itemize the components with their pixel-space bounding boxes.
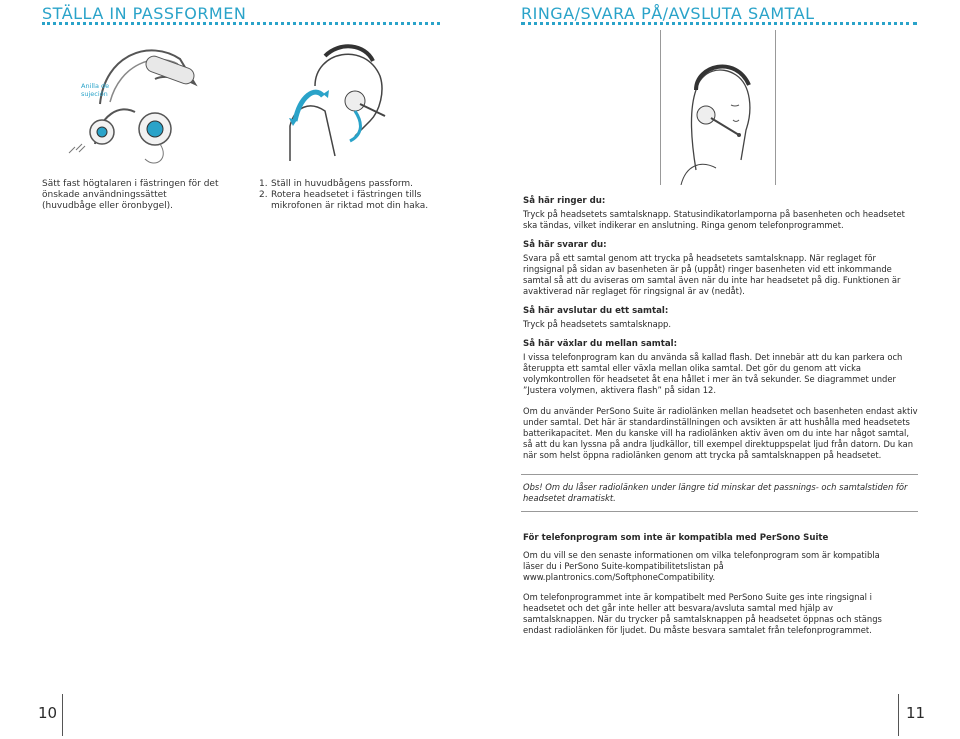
note-separator-bottom xyxy=(521,511,918,512)
note-text: Obs! Om du låser radiolänken under längre tid minskar det passnings- och samtalstiden för headsetet dramatiskt. xyxy=(523,482,908,503)
compatibility-box xyxy=(523,533,893,636)
left-page-number: 10 xyxy=(38,704,58,722)
section-call xyxy=(523,196,918,231)
section-text: Tryck på headsetets samtalsknapp. Statusindikatorlamporna på basenheten och headsetet ska tändas, vilket indikerar en anslutning. Ringa genom telefonprogrammet. xyxy=(523,209,905,230)
section-end xyxy=(523,306,918,330)
section-heading: Så här svarar du: xyxy=(523,240,607,250)
callout-label: Anilla de sujeción xyxy=(81,82,110,98)
step-item xyxy=(259,190,449,212)
left-caption: Sätt fast högtalaren i fästringen för det önskade användningssättet (huvudbåge eller öronbygel). xyxy=(42,179,219,211)
left-footer-line xyxy=(62,694,63,736)
call-instructions xyxy=(523,196,918,461)
person-with-headset-illustration xyxy=(661,30,775,185)
step-number: 2. xyxy=(259,190,268,200)
section-text: Tryck på headsetets samtalsknapp. xyxy=(523,319,672,329)
section-heading: Så här avslutar du ett samtal: xyxy=(523,306,669,316)
box-para-2: Om telefonprogrammet inte är kompatibelt med PerSono Suite ges inte ringsignal i headsetet och det går inte heller att besvara/avsluta samtal med hjälp av samtalsknappen. När du trycker på samtalsknappen på headsetet öppnas och stängs endast radiolänken för ljudet. Du måste besvara samtalet från telefonprogrammet. xyxy=(523,592,882,635)
note-separator-top xyxy=(521,474,918,475)
box-para-1: Om du vill se den senaste informationen om vilka telefonprogram som är kompatibla läser du i PerSono Suite-kompatibilitetslistan på www.plantronics.com/SoftphoneCompatibility. xyxy=(523,550,880,582)
section-text: I vissa telefonprogram kan du använda så kallad flash. Det innebär att du kan parkera och återuppta ett samtal eller växla mellan olika samtal. Det gör du genom att vicka volymkontrollen för headsetet åt ena hållet i mer än två sekunder. Se diagrammet under ”Justera volymen, aktivera flash” på sidan 12. xyxy=(523,352,903,395)
illustration-frame xyxy=(660,30,776,185)
step-text: Rotera headsetet i fästringen tills mikrofonen är riktad mot din haka. xyxy=(271,190,429,211)
section-answer xyxy=(523,240,918,297)
right-title-underline xyxy=(521,22,917,25)
step-text: Ställ in huvudbågens passform. xyxy=(271,179,414,189)
step-item xyxy=(259,179,449,190)
headband-adjust-illustration xyxy=(285,36,400,166)
right-page-number: 11 xyxy=(906,704,926,722)
left-title-underline xyxy=(42,22,440,25)
headset-earloop-illustration xyxy=(60,34,210,174)
section-switch xyxy=(523,339,918,396)
section-heading: Så här växlar du mellan samtal: xyxy=(523,339,678,349)
left-page-title: STÄLLA IN PASSFORMEN xyxy=(42,4,247,23)
left-steps xyxy=(259,179,449,212)
radio-link-paragraph: Om du använder PerSono Suite är radiolänken mellan headsetet och basenheten endast aktiv under samtal. Det här är standardinställningen och avsikten är att hushålla med headsetets batterikapacitet. Men du kanske vill ha radiolänken aktiv även om du inte har något samtal, så att du kan lyssna på andra ljudkällor, till exempel direktuppspelat ljud från datorn. Du kan när som helst öppna radiolänken genom att trycka på samtalsknappen på headsetet. xyxy=(523,406,918,460)
right-page-title: RINGA/SVARA PÅ/AVSLUTA SAMTAL xyxy=(521,4,815,23)
box-heading: För telefonprogram som inte är kompatibla med PerSono Suite xyxy=(523,533,829,543)
section-text: Svara på ett samtal genom att trycka på headsetets samtalsknapp. När reglaget för ringsignal på sidan av basenheten är på (uppåt) ringer basenheten vid ett inkommande samtal så att du aviseras om samtal även när du inte har headsetet på dig. Funktionen är avaktiverad när reglaget för ringsignal är av (nedåt). xyxy=(523,253,901,296)
step-number: 1. xyxy=(259,179,268,189)
right-footer-line xyxy=(898,694,899,736)
section-heading: Så här ringer du: xyxy=(523,196,606,206)
